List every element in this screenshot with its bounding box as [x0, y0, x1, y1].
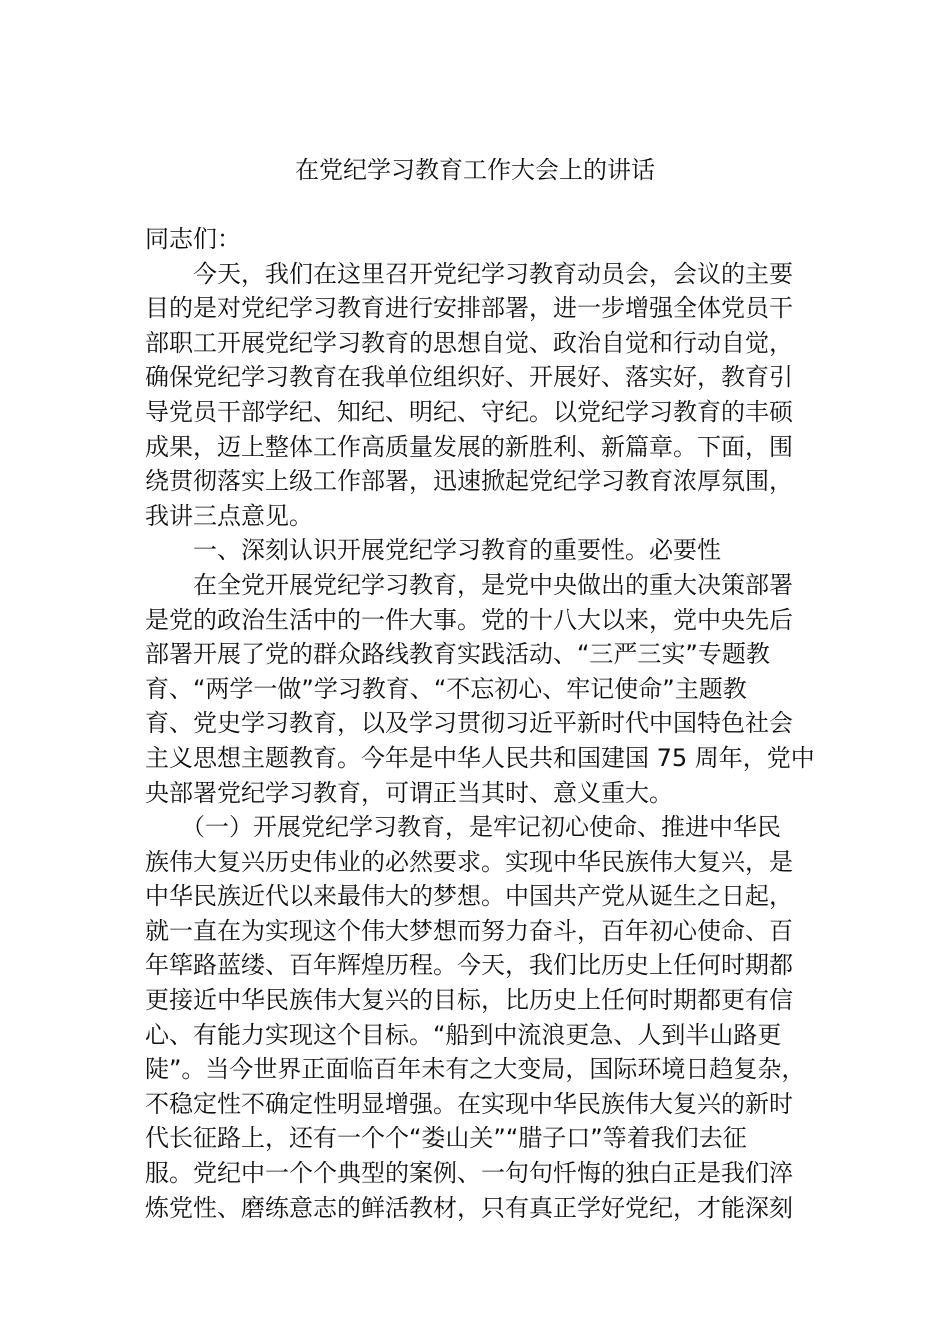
text-line: 主义思想主题教育。今年是中华人民共和国建国 75 周年，党中 — [145, 743, 815, 772]
text-line: 不稳定性不确定性明显增强。在实现中华民族伟大复兴的新时 — [145, 1089, 793, 1118]
text-line: 年筚路蓝缕、百年辉煌历程。今天，我们比历史上任何时期都 — [145, 951, 793, 980]
text-line: 育、“两学一做”学习教育、“不忘初心、牢记使命”主题教 — [145, 674, 747, 703]
document-body — [145, 222, 815, 1225]
text-line: 族伟大复兴历史伟业的必然要求。实现中华民族伟大复兴，是 — [145, 847, 793, 876]
text-line: 炼党性、磨练意志的鲜活教材，只有真正学好党纪，才能深刻 — [145, 1193, 793, 1222]
text-line: 目的是对党纪学习教育进行安排部署，进一步增强全体党员干 — [145, 294, 793, 323]
text-line: 中华民族近代以来最伟大的梦想。中国共产党从诞生之日起， — [145, 882, 793, 911]
document-title: 在党纪学习教育工作大会上的讲话 — [295, 156, 655, 184]
text-line: 育、党史学习教育，以及学习贯彻习近平新时代中国特色社会 — [145, 709, 793, 738]
text-line: 部职工开展党纪学习教育的思想自觉、政治自觉和行动自觉， — [145, 328, 793, 357]
text-line: 陡”。当今世界正面临百年未有之大变局，国际环境日趋复杂， — [145, 1055, 806, 1084]
text-line: 心、有能力实现这个目标。“船到中流浪更急、人到半山路更 — [145, 1020, 782, 1049]
text-line: 就一直在为实现这个伟大梦想而努力奋斗，百年初心使命、百 — [145, 916, 793, 945]
section-heading: 一、深刻认识开展党纪学习教育的重要性。必要性 — [145, 536, 721, 565]
text-line: 同志们： — [145, 225, 241, 253]
text-line: 是党的政治生活中的一件大事。党的十八大以来，党中央先后 — [145, 605, 793, 634]
text-line: 央部署党纪学习教育，可谓正当其时、意义重大。 — [145, 778, 673, 807]
text-line: 今天，我们在这里召开党纪学习教育动员会，会议的主要 — [145, 259, 793, 288]
text-line: 成果，迈上整体工作高质量发展的新胜利、新篇章。下面，围 — [145, 432, 793, 461]
text-line: 代长征路上，还有一个个“娄山关”“腊子口”等着我们去征 — [145, 1124, 747, 1153]
text-line: 我讲三点意见。 — [145, 501, 313, 530]
text-line: 绕贯彻落实上级工作部署，迅速掀起党纪学习教育浓厚氛围， — [145, 467, 793, 496]
text-line: 更接近中华民族伟大复兴的目标，比历史上任何时期都更有信 — [145, 986, 793, 1015]
subsection-heading: （一）开展党纪学习教育，是牢记初心使命、推进中华民 — [145, 813, 781, 842]
text-line: 在全党开展党纪学习教育，是党中央做出的重大决策部署 — [145, 570, 793, 599]
text-line: 部署开展了党的群众路线教育实践活动、“三严三实”专题教 — [145, 640, 770, 669]
text-line: 确保党纪学习教育在我单位组织好、开展好、落实好，教育引 — [145, 363, 793, 392]
text-line: 导党员干部学纪、知纪、明纪、守纪。以党纪学习教育的丰硕 — [145, 397, 793, 426]
text-line: 服。党纪中一个个典型的案例、一句句忏悔的独白正是我们淬 — [145, 1159, 793, 1188]
